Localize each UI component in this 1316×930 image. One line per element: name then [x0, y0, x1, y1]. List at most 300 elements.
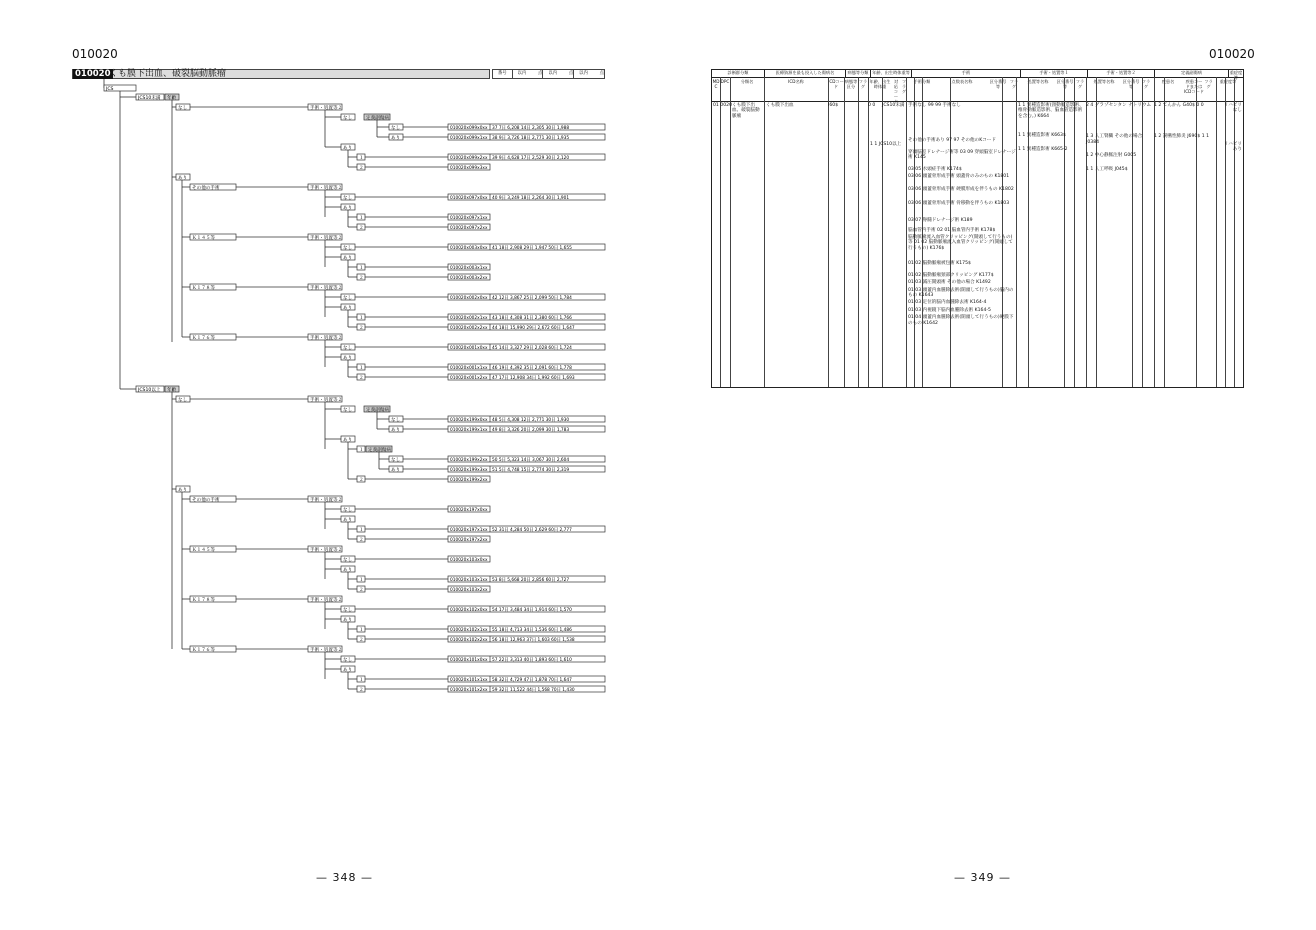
node-nashi	[341, 406, 355, 413]
dpc-code-row	[448, 344, 605, 351]
svg-text:43 18日 4,308 31日 2,380 60日 1,7: 43 18日 4,308 31日 2,380 60日 1,766	[492, 316, 572, 321]
svg-text:１: １	[359, 448, 364, 453]
node-proc2	[308, 334, 342, 341]
secondary-disease-row: 1 2 てんかん G40$ 0 0	[1154, 103, 1204, 108]
svg-text:010020x002x0xx: 010020x002x0xx	[450, 296, 488, 301]
svg-text:010020x002x2xx: 010020x002x2xx	[450, 326, 488, 331]
node-nashi	[341, 556, 355, 563]
dpc-code-row	[448, 164, 490, 171]
dpc-code-row	[448, 476, 490, 483]
node-jcs-lt10	[136, 94, 164, 101]
svg-text:010020x099x3xx: 010020x099x3xx	[450, 166, 488, 171]
sub-header: 手術分類	[913, 79, 931, 84]
node-ari	[341, 616, 355, 623]
svg-text:あり: あり	[343, 618, 353, 623]
svg-text:年齢: 年齢	[167, 96, 177, 101]
node-ari	[389, 134, 403, 141]
sub-header: 処置等名称	[1093, 79, 1115, 84]
svg-text:なし: なし	[178, 106, 188, 111]
svg-text:なし: なし	[343, 116, 353, 121]
node-n1	[357, 526, 365, 533]
cell-age: JCS10未満	[882, 103, 905, 108]
dpc-code-row	[448, 134, 605, 141]
node-n2	[357, 586, 365, 593]
node-teigaku	[364, 114, 390, 121]
svg-text:手術・処置等２: 手術・処置等２	[310, 498, 343, 503]
cell-age2: 1 1 JCS10以上	[870, 142, 902, 147]
node-nashi	[389, 124, 403, 131]
svg-text:59 32日 11,522 44日 1,568 70日 1,: 59 32日 11,522 44日 1,568 70日 1,430	[492, 688, 575, 693]
svg-text:手術・処置等２: 手術・処置等２	[310, 236, 343, 241]
node-surgery-group	[190, 234, 236, 241]
svg-text:２: ２	[359, 538, 364, 543]
node-n2	[357, 324, 365, 331]
dpc-code-row	[448, 416, 605, 423]
svg-text:010020x199x0xx: 010020x199x0xx	[450, 418, 488, 423]
svg-text:010020x097x2xx: 010020x097x2xx	[450, 226, 488, 231]
node-nashi	[389, 456, 403, 463]
svg-text:なし: なし	[343, 658, 353, 663]
svg-text:56 18日 12,963 37日 1,603 60日 1,: 56 18日 12,963 37日 1,603 60日 1,538	[492, 638, 575, 643]
node-ari	[176, 486, 190, 493]
left-page-code: 010020	[72, 47, 118, 61]
svg-text:010020x103x2xx: 010020x103x2xx	[450, 588, 488, 593]
svg-text:010020x097x1xx: 010020x097x1xx	[450, 216, 488, 221]
svg-text:010020x001x2xx: 010020x001x2xx	[450, 376, 488, 381]
svg-text:Ｋ１７６等: Ｋ１７６等	[192, 336, 215, 341]
dpc-code-row	[448, 364, 605, 371]
svg-text:あり: あり	[178, 176, 188, 181]
node-n2	[357, 686, 365, 693]
svg-text:定義副傷病: 定義副傷病	[366, 116, 389, 121]
sub-header: ICDコード	[828, 79, 844, 89]
svg-text:あり: あり	[343, 518, 353, 523]
node-nashi	[341, 606, 355, 613]
header-cell: 以内	[579, 71, 588, 76]
node-nashi	[341, 294, 355, 301]
svg-text:１: １	[359, 366, 364, 371]
dpc-code-row	[448, 194, 605, 201]
dpc-code-row	[448, 606, 605, 613]
surgery-row: 01 03 内視鏡下脳内血腫除去術 K164-5	[908, 307, 991, 313]
surgery-row: 穿頭脳室ドレナージ術等 03 09 穿頭脳室ドレナージ術 K145	[908, 149, 1016, 161]
svg-text:38 9日 3,726 18日 2,771 30日 1,93: 38 9日 3,726 18日 2,771 30日 1,935	[492, 136, 570, 141]
sub-header: 疾患名	[1161, 79, 1175, 84]
node-n2	[357, 224, 365, 231]
svg-text:２: ２	[359, 226, 364, 231]
procedure2-list	[1086, 103, 1152, 176]
node-ari	[341, 304, 355, 311]
surgery-row: 脳血管内手術 02 01 脳血管内手術 K178$	[908, 227, 996, 233]
node-proc2	[308, 496, 342, 503]
svg-text:52 31日 4,284 50日 2,629 60日 2,7: 52 31日 4,284 50日 2,629 60日 2,777	[492, 528, 572, 533]
svg-text:010020x199x1xx: 010020x199x1xx	[450, 428, 488, 433]
sub-header: DPC	[720, 79, 730, 84]
dpc-code-row	[448, 466, 605, 473]
dpc-code-row	[448, 324, 605, 331]
left-page-number: — 348 —	[316, 871, 373, 884]
svg-text:010020x003x2xx: 010020x003x2xx	[450, 276, 488, 281]
svg-text:定義副傷病: 定義副傷病	[368, 448, 391, 453]
surgery-row: 03 06 頭蓋骨形成手術 骨移動を伴うもの K1803	[908, 200, 1010, 206]
dpc-code-row	[448, 224, 490, 231]
svg-text:49 8日 3,326 20日 2,099 30日 1,78: 49 8日 3,326 20日 2,099 30日 1,783	[492, 428, 570, 433]
secondary-disease-row: 1 2 誤嚥性肺炎 J690$ 1 1	[1154, 134, 1210, 140]
svg-text:手術・処置等２: 手術・処置等２	[310, 598, 343, 603]
cell-icd-name: くも膜下出血	[766, 103, 794, 108]
svg-text:51 5日 4,748 15日 2,774 30日 2,31: 51 5日 4,748 15日 2,774 30日 2,319	[492, 468, 570, 473]
svg-text:なし: なし	[391, 458, 401, 463]
cell-name: くも膜下出血、破裂脳動脈瘤	[732, 103, 760, 119]
severity-2: リハビリあり	[1223, 142, 1242, 153]
dpc-code-row	[448, 626, 605, 633]
node-nashi	[341, 244, 355, 251]
sub-header: 年齢、出生時体重	[869, 79, 891, 89]
svg-text:定義副傷病: 定義副傷病	[366, 408, 389, 413]
svg-text:40 9日 3,249 18日 2,264 30日 1,90: 40 9日 3,249 18日 2,264 30日 1,901	[492, 196, 570, 201]
svg-text:手術・処置等２: 手術・処置等２	[310, 548, 343, 553]
header-cell: 以内	[517, 71, 527, 76]
svg-text:Ｋ１４５等: Ｋ１４５等	[192, 548, 215, 553]
svg-text:１: １	[359, 266, 364, 271]
node-nashi	[341, 114, 355, 121]
sub-header: 区分番号等	[1056, 79, 1074, 89]
svg-text:37 7日 6,208 14日 2,305 30日 1,98: 37 7日 6,208 14日 2,305 30日 1,988	[492, 126, 570, 131]
dpc-code-row	[448, 636, 605, 643]
group-header: 手術	[912, 70, 1021, 77]
node-ari	[341, 204, 355, 211]
svg-text:010020x099x0xx: 010020x099x0xx	[450, 126, 488, 131]
svg-text:010020x099x2xx: 010020x099x2xx	[450, 156, 488, 161]
surgery-row: 01 03 頭蓋内血腫除去術(開頭して行うもの)脳内のもの K1643	[908, 287, 1014, 298]
sub-header: 分類名	[740, 79, 754, 84]
svg-text:なし: なし	[343, 296, 353, 301]
node-ari	[341, 254, 355, 261]
svg-text:010020x103x0xx: 010020x103x0xx	[450, 558, 488, 563]
node-n1	[357, 314, 365, 321]
sub-header: フラグ	[901, 79, 907, 94]
node-ari	[341, 566, 355, 573]
group-header: 診断群分類	[712, 70, 765, 77]
svg-text:１: １	[359, 316, 364, 321]
surgery-row: 手術なし 99 99 手術なし	[908, 103, 961, 108]
sub-header: 病態等区分	[844, 79, 858, 89]
node-surgery-group	[190, 334, 236, 341]
svg-text:あり: あり	[343, 306, 353, 311]
svg-text:あり: あり	[343, 206, 353, 211]
svg-text:010020x001x1xx: 010020x001x1xx	[450, 366, 488, 371]
svg-text:010020x101x2xx: 010020x101x2xx	[450, 688, 488, 693]
svg-text:なし: なし	[343, 558, 353, 563]
svg-text:47 17日 12,908 34日 1,992 60日 1,: 47 17日 12,908 34日 1,992 60日 1,693	[492, 376, 575, 381]
svg-text:２: ２	[359, 376, 364, 381]
group-header: 病態等分類	[846, 70, 871, 77]
svg-text:なし: なし	[343, 608, 353, 613]
sub-header: フラグ	[1204, 79, 1213, 89]
svg-text:010020x199x2xx: 010020x199x2xx	[450, 478, 488, 483]
node-n1	[357, 364, 365, 371]
svg-text:あり: あり	[178, 488, 188, 493]
svg-text:010020x101x0xx: 010020x101x0xx	[450, 658, 488, 663]
svg-text:Ｋ１７８等: Ｋ１７８等	[192, 286, 215, 291]
node-ari	[341, 354, 355, 361]
svg-text:その他の手術: その他の手術	[192, 498, 220, 503]
procedure1-row: 1 1 異種造影術 K663$	[1018, 133, 1066, 139]
svg-text:46 19日 4,392 35日 2,091 60日 1,7: 46 19日 4,392 35日 2,091 60日 1,778	[492, 366, 572, 371]
svg-text:あり: あり	[343, 356, 353, 361]
node-surgery-group	[190, 184, 236, 191]
node-surgery-group	[190, 284, 236, 291]
surgery-row: 01 02 脳動脈瘤頸部クリッピング K177$	[908, 272, 994, 278]
svg-text:あり: あり	[343, 668, 353, 673]
node-proc2	[308, 284, 342, 291]
group-header: 手術・処置等１	[1021, 70, 1088, 77]
group-header: 年齢、出生時体重等	[871, 70, 912, 77]
svg-text:010020x002x1xx: 010020x002x1xx	[450, 316, 488, 321]
svg-text:44 18日 15,990 29日 2,672 60日 1,: 44 18日 15,990 29日 2,672 60日 1,647	[492, 326, 575, 331]
dpc-code-row	[448, 124, 605, 131]
svg-text:010020x097x0xx: 010020x097x0xx	[450, 196, 488, 201]
svg-text:あり: あり	[343, 438, 353, 443]
svg-text:２: ２	[359, 326, 364, 331]
title-code: 010020	[75, 69, 111, 79]
svg-text:JCS10未満: JCS10未満	[138, 96, 161, 101]
svg-text:２: ２	[359, 166, 364, 171]
dpc-code-row	[448, 456, 605, 463]
svg-text:Ｋ１４５等: Ｋ１４５等	[192, 236, 215, 241]
node-proc2	[308, 396, 342, 403]
dpc-code-row	[448, 294, 605, 301]
node-surgery-group	[190, 496, 236, 503]
svg-text:１: １	[359, 156, 364, 161]
surgery-row: 01 02 脳動脈瘤被包術 K175$	[908, 261, 971, 267]
svg-text:１: １	[359, 628, 364, 633]
svg-text:010020x003x1xx: 010020x003x1xx	[450, 266, 488, 271]
svg-text:41 18日 2,908 29日 1,947 50日 1,6: 41 18日 2,908 29日 1,947 50日 1,655	[492, 246, 572, 251]
node-n2	[357, 536, 365, 543]
sub-header: MDC	[712, 79, 720, 89]
procedure2-row: 1 1 人工呼吸 J045$	[1086, 166, 1128, 172]
node-proc2	[308, 596, 342, 603]
svg-text:010020x199x3xx: 010020x199x3xx	[450, 468, 488, 473]
cell-flag: 0 0	[868, 103, 876, 108]
dpc-code-row	[448, 314, 605, 321]
surgery-row: 01 04 頭蓋内血腫除去術(開頭して行うもの)硬膜下のもの K1642	[908, 315, 1014, 326]
procedure2-row: 2 4 グラゾセンタン ナトリウム	[1086, 103, 1152, 108]
surgery-list	[908, 103, 1016, 328]
svg-text:あり: あり	[391, 136, 401, 141]
procedure1-row: 1 1 異種造影術(頸動脈造影術、椎骨動脈造影術、脳血管造影術を含む。) K664	[1018, 103, 1084, 119]
procedure2-row: 1 2 中心静脈注射 G005	[1086, 153, 1137, 159]
svg-text:010020x003x0xx: 010020x003x0xx	[450, 246, 488, 251]
surgery-row: 03 05 水頭症手術 K174$	[908, 166, 962, 172]
svg-text:あり: あり	[391, 468, 401, 473]
header-cell: 番号	[493, 70, 513, 78]
surgery-row: 03 07 脊髄ドレナージ術 K189	[908, 218, 973, 224]
node-n2	[357, 274, 365, 281]
dpc-code-row	[448, 576, 605, 583]
header-cell: 以内	[548, 71, 558, 76]
svg-text:１: １	[359, 216, 364, 221]
header-cell: 点	[531, 70, 543, 78]
node-ari	[389, 426, 403, 433]
node-nashi	[341, 344, 355, 351]
cell-mdc: 01 0020	[713, 103, 732, 108]
node-surgery-group	[190, 646, 236, 653]
svg-text:55 18日 4,713 34日 1,536 60日 1,4: 55 18日 4,713 34日 1,536 60日 1,486	[492, 628, 572, 633]
svg-text:あり: あり	[343, 568, 353, 573]
definition-table	[711, 69, 1244, 388]
sub-header: 処置等名称	[1027, 79, 1049, 84]
node-surgery-group	[190, 596, 236, 603]
node-n1	[357, 446, 365, 453]
procedure2-row: 1 3 人工腎臓 その他の場合 J0384	[1086, 134, 1143, 145]
node-nashi	[341, 656, 355, 663]
node-proc2	[308, 646, 342, 653]
svg-text:手術・処置等２: 手術・処置等２	[310, 336, 343, 341]
node-n1	[357, 626, 365, 633]
header-cell: 点	[599, 71, 605, 76]
node-teigaku	[366, 446, 392, 453]
dpc-code-row	[448, 154, 605, 161]
sub-header: フラグ	[1009, 79, 1019, 89]
svg-text:54 17日 3,484 34日 1,914 60日 1,5: 54 17日 3,484 34日 1,914 60日 1,570	[492, 608, 572, 613]
svg-text:42 12日 3,867 25日 2,099 50日 1,7: 42 12日 3,867 25日 2,099 50日 1,784	[492, 296, 572, 301]
sub-header: 区分番号等	[1122, 79, 1140, 89]
dpc-code-row	[448, 686, 605, 693]
dpc-code-row	[448, 426, 605, 433]
node-teigaku	[364, 406, 390, 413]
dpc-code-row	[448, 526, 605, 533]
node-ari	[176, 174, 190, 181]
surgery-row: その他の手術あり 97 97 その他のKコード	[908, 138, 996, 144]
svg-text:010020x103x1xx: 010020x103x1xx	[450, 578, 488, 583]
surgery-row: 01 03 減圧開頭術 その他の場合 K1492	[908, 280, 991, 286]
svg-text:その他の手術: その他の手術	[192, 186, 220, 191]
node-n1	[357, 676, 365, 683]
svg-text:39 9日 4,628 17日 2,529 30日 2,12: 39 9日 4,628 17日 2,529 30日 2,120	[492, 156, 570, 161]
node-ari	[341, 666, 355, 673]
svg-text:手術・処置等２: 手術・処置等２	[310, 106, 343, 111]
node-proc2	[308, 184, 342, 191]
svg-text:57 22日 3,313 40日 1,893 60日 1,6: 57 22日 3,313 40日 1,893 60日 1,610	[492, 658, 572, 663]
node-age	[165, 386, 179, 393]
svg-text:なし: なし	[343, 196, 353, 201]
node-jcs	[104, 85, 136, 92]
sub-header: 区分番号等	[989, 79, 1007, 89]
group-header: 定義副傷病	[1155, 70, 1229, 77]
svg-text:Ｋ１７６等: Ｋ１７６等	[192, 648, 215, 653]
node-nashi	[341, 506, 355, 513]
node-n2	[357, 636, 365, 643]
svg-text:なし: なし	[343, 408, 353, 413]
svg-text:50 5日 5,323 14日 3,067 30日 2,60: 50 5日 5,323 14日 3,067 30日 2,604	[492, 458, 570, 463]
node-ari	[341, 144, 355, 151]
sub-header: 点数表名称	[951, 79, 973, 84]
dpc-code-row	[448, 274, 490, 281]
dpc-code-row	[448, 264, 490, 271]
svg-text:010020x102x0xx: 010020x102x0xx	[450, 608, 488, 613]
svg-text:なし: なし	[178, 398, 188, 403]
svg-text:なし: なし	[343, 508, 353, 513]
dpc-code-row	[448, 214, 490, 221]
svg-text:010020x001x0xx: 010020x001x0xx	[450, 346, 488, 351]
procedure1-row: 1 1 異種造影術 K665-2	[1018, 146, 1068, 152]
severity-1: リハビリなし	[1223, 103, 1242, 114]
surgery-row: 03 06 頭蓋骨形成手術 頭蓋骨のみのもの K1801	[908, 174, 1010, 180]
svg-text:010020x199x2xx: 010020x199x2xx	[450, 458, 488, 463]
svg-text:JCS10以上: JCS10以上	[138, 388, 161, 393]
node-n1	[357, 154, 365, 161]
node-ari	[389, 466, 403, 473]
surgery-row: 脳動脈瘤流入血管クリッピング(開頭して行うもの)等 01 02 脳動脈瘤流入血管クリッピング(開頭して行うもの) K176$	[908, 235, 1013, 251]
sub-header: フラグ	[1075, 79, 1085, 89]
svg-text:１: １	[359, 578, 364, 583]
svg-text:なし: なし	[391, 418, 401, 423]
dpc-code-row	[448, 676, 605, 683]
node-age	[165, 94, 179, 101]
sub-header: フラグ	[858, 79, 868, 89]
node-ari	[341, 436, 355, 443]
node-jcs-ge10	[136, 386, 164, 393]
surgery-row: 03 06 頭蓋骨形成手術 硬膜形成を伴うもの K1802	[908, 187, 1014, 193]
node-proc2	[308, 234, 342, 241]
svg-text:手術・処置等２: 手術・処置等２	[310, 286, 343, 291]
right-page-code: 010020	[1209, 47, 1255, 61]
svg-text:010020x101x1xx: 010020x101x1xx	[450, 678, 488, 683]
svg-text:２: ２	[359, 478, 364, 483]
svg-text:なし: なし	[343, 346, 353, 351]
dpc-code-row	[448, 586, 490, 593]
sub-header: フラグ	[1141, 79, 1151, 89]
svg-text:010020x102x1xx: 010020x102x1xx	[450, 628, 488, 633]
dpc-code-row	[448, 536, 490, 543]
svg-text:58 32日 4,729 47日 1,878 70日 1,6: 58 32日 4,729 47日 1,878 70日 1,647	[492, 678, 572, 683]
svg-text:２: ２	[359, 276, 364, 281]
procedure1-list	[1018, 103, 1084, 158]
svg-text:手術・処置等２: 手術・処置等２	[310, 648, 343, 653]
sub-header: ICD名称	[788, 79, 804, 84]
node-proc2	[308, 104, 342, 111]
node-nashi	[341, 194, 355, 201]
node-n2	[357, 164, 365, 171]
svg-text:手術・処置等２: 手術・処置等２	[310, 398, 343, 403]
dpc-code-row	[448, 556, 490, 563]
dpc-code-row	[448, 656, 605, 663]
svg-text:010020x102x2xx: 010020x102x2xx	[450, 638, 488, 643]
svg-text:あり: あり	[343, 256, 353, 261]
sub-header: 疾患コードまたはICDコード	[1184, 79, 1204, 94]
node-nashi	[389, 416, 403, 423]
node-nashi	[176, 104, 190, 111]
dpc-code-row	[448, 374, 605, 381]
header-cell: 点	[562, 70, 574, 78]
group-header: 重症度等	[1229, 70, 1243, 80]
node-n2	[357, 476, 365, 483]
svg-text:年齢: 年齢	[167, 388, 177, 393]
node-n1	[357, 214, 365, 221]
svg-text:010020x197x2xx: 010020x197x2xx	[450, 538, 488, 543]
svg-text:あり: あり	[343, 146, 353, 151]
group-header: 手術・処置等２	[1088, 70, 1155, 77]
svg-text:２: ２	[359, 688, 364, 693]
svg-text:45 14日 3,327 29日 2,028 60日 1,7: 45 14日 3,327 29日 2,028 60日 1,724	[492, 346, 572, 351]
node-n1	[357, 264, 365, 271]
node-n2	[357, 374, 365, 381]
node-nashi	[176, 396, 190, 403]
svg-text:１: １	[359, 528, 364, 533]
node-proc2	[308, 546, 342, 553]
